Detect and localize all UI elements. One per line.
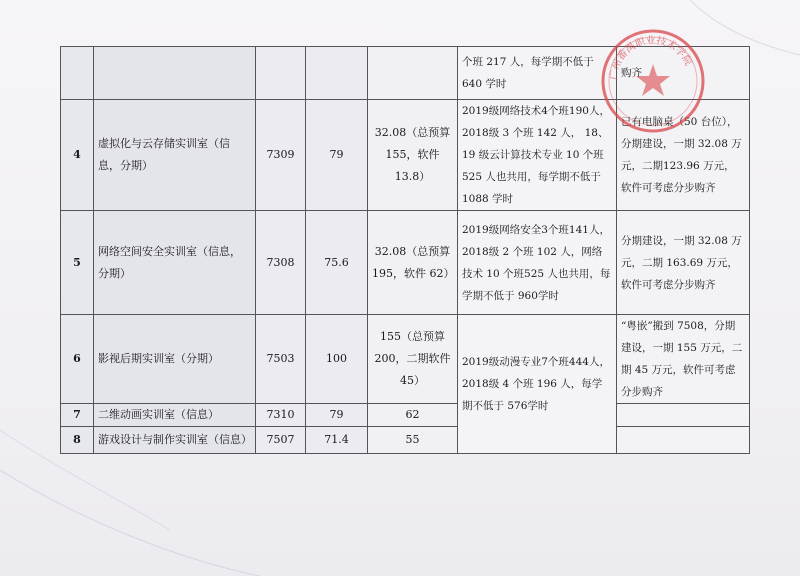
budget-value: 62 — [368, 404, 458, 427]
lab-name — [94, 47, 256, 100]
remark: 分期建设，一期 32.08 万元，二期 163.69 万元，软件可考虑分步购齐 — [617, 211, 750, 315]
budget-value: 155（总预算 200，二期软件 45） — [368, 315, 458, 404]
table-row — [61, 211, 750, 315]
area-value: 75.6 — [306, 211, 368, 315]
remark — [617, 427, 750, 454]
seal-text: 广州番禺职业技术学院 — [608, 35, 694, 81]
row-index: 6 — [61, 315, 94, 404]
row-index: 7 — [61, 404, 94, 427]
remark: “粤嵌”搬到 7508，分期建设，一期 155 万元，二期 45 万元，软件可考虑分步购齐 — [617, 315, 750, 404]
table-row — [61, 404, 750, 427]
room-number: 7503 — [256, 315, 306, 404]
lab-name: 游戏设计与制作实训室（信息） — [94, 427, 256, 454]
remark: 已有电脑桌（50 台位），分期建设，一期 32.08 万元，二期123.96 万元，软件可考虑分步购齐 — [617, 100, 750, 211]
lab-name: 影视后期实训室（分期） — [94, 315, 256, 404]
remark: 购齐 — [617, 47, 750, 100]
room-number — [256, 47, 306, 100]
usage-description: 2019级网络安全3个班141人，2018级 2 个班 102 人，网络技术 10 个班525 人也共用，每学期不低于 960学时 — [458, 211, 617, 315]
area-value: 79 — [306, 404, 368, 427]
row-index: 8 — [61, 427, 94, 454]
area-value — [306, 47, 368, 100]
table-row — [61, 427, 750, 454]
room-number: 7308 — [256, 211, 306, 315]
lab-name: 二维动画实训室（信息） — [94, 404, 256, 427]
area-value: 100 — [306, 315, 368, 404]
usage-description: 个班 217 人，每学期不低于 640 学时 — [458, 47, 617, 100]
room-number: 7310 — [256, 404, 306, 427]
budget-value: 32.08（总预算155，软件 13.8） — [368, 100, 458, 211]
usage-description: 2019级动漫专业7个班444人，2018级 4 个班 196 人，每学期不低于 576学时 — [458, 315, 617, 454]
row-index: 5 — [61, 211, 94, 315]
row-index — [61, 47, 94, 100]
usage-description: 2019级网络技术4个班190人，2018级 3 个班 142 人， 18、19 级云计算技术专业 10 个班 525 人也共用，每学期不低于 1088 学时 — [458, 100, 617, 211]
lab-name: 网络空间安全实训室（信息，分期） — [94, 211, 256, 315]
row-index: 4 — [61, 100, 94, 211]
area-value: 71.4 — [306, 427, 368, 454]
remark — [617, 404, 750, 427]
table-row — [61, 315, 750, 404]
budget-value: 55 — [368, 427, 458, 454]
lab-name: 虚拟化与云存储实训室（信息，分期） — [94, 100, 256, 211]
room-number: 7507 — [256, 427, 306, 454]
budget-value — [368, 47, 458, 100]
official-seal-stamp — [598, 26, 708, 136]
budget-value: 32.08（总预算195，软件 62） — [368, 211, 458, 315]
area-value: 79 — [306, 100, 368, 211]
room-number: 7309 — [256, 100, 306, 211]
